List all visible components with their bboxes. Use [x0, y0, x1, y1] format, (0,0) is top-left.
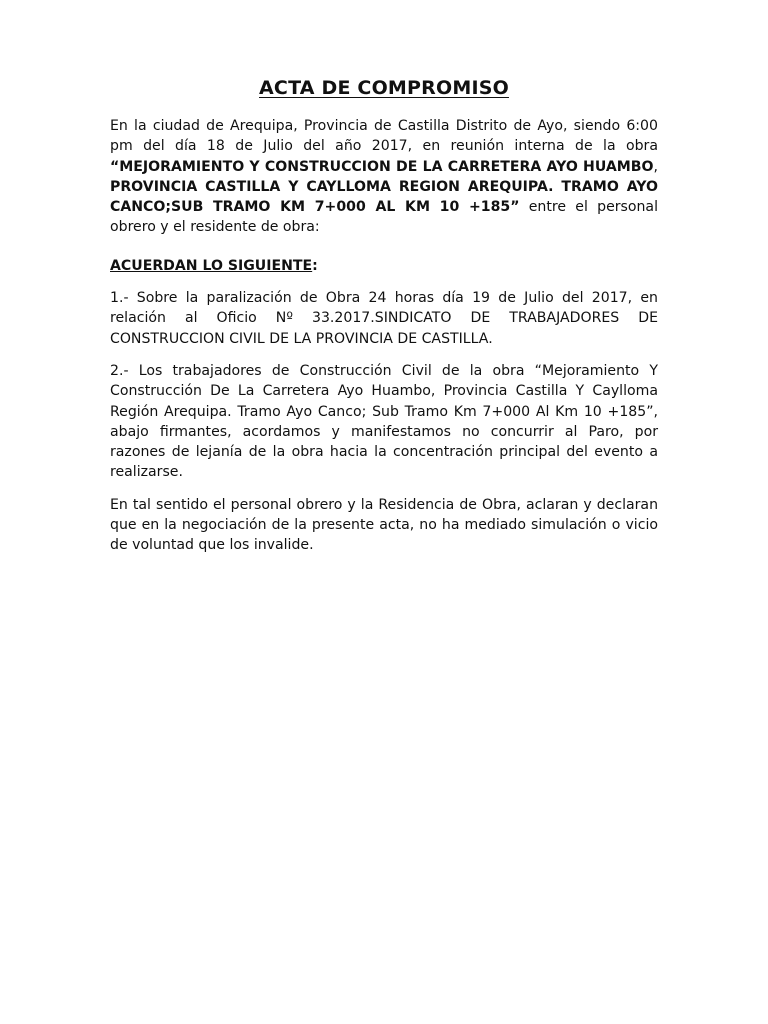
- intro-project-name: “MEJORAMIENTO Y CONSTRUCCION DE LA CARRETERA AYO HUAMBO: [110, 158, 654, 175]
- document-body: [110, 116, 658, 556]
- agreement-item-2: 2.- Los trabajadores de Construcción Civil de la obra “Mejoramiento Y Construcción De La Carretera Ayo Huambo, Provincia Castilla Y Caylloma Región Arequipa. Tramo Ayo Canco; Sub Tramo Km 7+000 Al Km 10 +185”, abajo firmantes, acordamos y manifestamos no concurrir al Paro, por razones de lejanía de la obra hacia la concentración principal del evento a realizarse.: [110, 362, 658, 481]
- agreement-heading: [110, 256, 658, 276]
- intro-region: PROVINCIA CASTILLA Y CAYLLOMA REGION AREQUIPA. TRAMO AYO CANCO;SUB TRAMO KM 7+000 AL KM 10 +185”: [110, 178, 658, 216]
- intro-text-2: ,: [653, 158, 658, 175]
- agreement-item-1: 1.- Sobre la paralización de Obra 24 horas día 19 de Julio del 2017, en relación al Oficio Nº 33.2017.SINDICATO DE TRABAJADORES DE CONSTRUCCION CIVIL DE LA PROVINCIA DE CASTILLA.: [110, 290, 658, 347]
- document-title: ACTA DE COMPROMISO: [259, 77, 509, 99]
- agreement-heading-label: ACUERDAN LO SIGUIENTE: [110, 257, 313, 274]
- intro-paragraph: [110, 116, 658, 238]
- closing-paragraph: En tal sentido el personal obrero y la Residencia de Obra, aclaran y declaran que en la negociación de la presente acta, no ha mediado simulación o vicio de voluntad que los invalide.: [110, 496, 658, 554]
- intro-text-1: En la ciudad de Arequipa, Provincia de Castilla Distrito de Ayo, siendo 6:00 pm del día 18 de Julio del año 2017, en reunión interna de la obra: [110, 118, 658, 155]
- agreement-heading-colon: :: [312, 257, 318, 274]
- intro-text-3: entre el personal obrero y el residente de obra:: [110, 199, 658, 236]
